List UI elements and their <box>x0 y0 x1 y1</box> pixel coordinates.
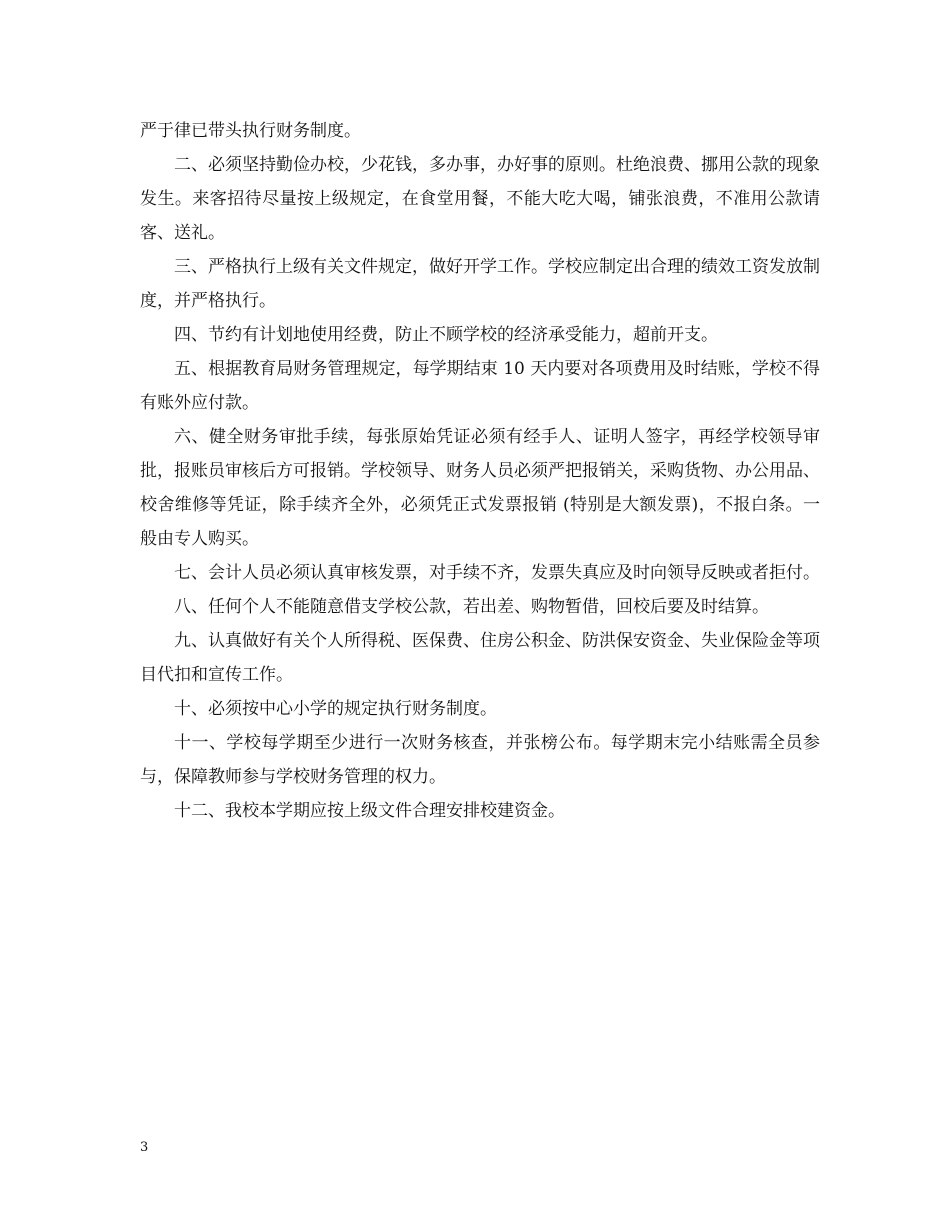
paragraph-7: 七、会计人员必须认真审核发票，对手续不齐，发票失真应及时向领导反映或者拒付。 <box>174 563 820 583</box>
paragraph-9: 九、认真做好有关个人所得税、医保费、住房公积金、防洪保安资金、失业保险金等项目代扣和宣传工作。 <box>140 631 820 685</box>
paragraph-3: 三、严格执行上级有关文件规定，做好开学工作。学校应制定出合理的绩效工资发放制度，并严格执行。 <box>140 257 820 311</box>
paragraph-4: 四、节约有计划地使用经费，防止不顾学校的经济承受能力，超前开支。 <box>174 325 718 345</box>
page-number: 3 <box>140 1140 149 1155</box>
document-body <box>140 114 820 828</box>
paragraph-2: 二、必须坚持勤俭办校，少花钱，多办事，办好事的原则。杜绝浪费、挪用公款的现象发生。来客招待尽量按上级规定，在食堂用餐，不能大吃大喝，铺张浪费，不准用公款请客、送礼。 <box>140 155 820 243</box>
paragraph-10: 十、必须按中心小学的规定执行财务制度。 <box>174 699 497 719</box>
paragraph-11: 十一、学校每学期至少进行一次财务核查，并张榜公布。每学期末完小结账需全员参与，保障教师参与学校财务管理的权力。 <box>140 733 820 787</box>
paragraph-12: 十二、我校本学期应按上级文件合理安排校建资金。 <box>174 801 565 821</box>
paragraph-continuation: 严于律已带头执行财务制度。 <box>140 121 361 141</box>
paragraph-8: 八、任何个人不能随意借支学校公款，若出差、购物暂借，回校后要及时结算。 <box>174 597 769 617</box>
paragraph-5: 五、根据教育局财务管理规定，每学期结束 10 天内要对各项费用及时结账，学校不得有账外应付款。 <box>140 359 820 413</box>
paragraph-6: 六、健全财务审批手续，每张原始凭证必须有经手人、证明人签字，再经学校领导审批，报账员审核后方可报销。学校领导、财务人员必须严把报销关，采购货物、办公用品、校舍维修等凭证，除手续齐全外，必须凭正式发票报销 (特别是大额发票)，不报白条。一般由专人购买。 <box>140 427 820 549</box>
